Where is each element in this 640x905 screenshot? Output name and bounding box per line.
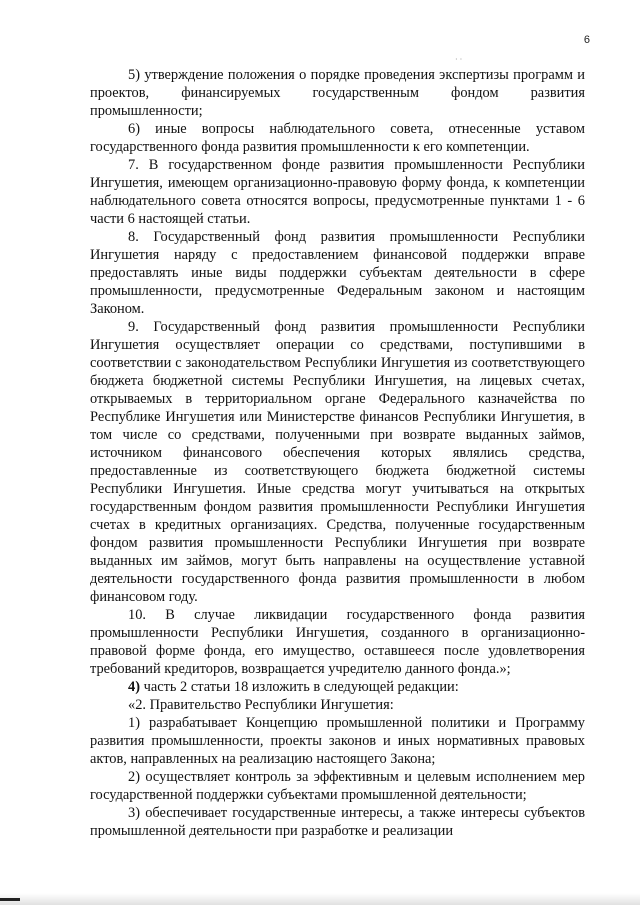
- quoted-item-1: 1) разрабатывает Концепцию промышленной политики и Программу развития промышленности, проекты законов и иных нормативных правовых актов, направленных на реализацию настоящего Закона;: [90, 715, 585, 767]
- paragraph-part-9: 9. Государственный фонд развития промышленности Республики Ингушетия осуществляет операции со средствами, поступившими в соответствии с законодательством Республики Ингушетия из соответствующего бюджета бюджетной системы Республики Ингушетия, на лицевых счетах, открываемых в территориальном органе Федерального казначейства по Республике Ингушетия или Министерстве финансов Республики Ингушетия, в том числе со средствами, полученными при возврате выданных займов, источником финансового обеспечения которых являлись средства, предоставленные из соответствующего бюджета бюджетной системы Республики Ингушетия. Иные средства могут учитываться на открытых государственным фондом развития промышленности Республики Ингушетия счетах в кредитных организациях. Средства, полученные государственным фондом развития промышленности Республики Ингушетия при возврате выданных им займов, могут быть направлены на осуществление уставной деятельности государственного фонда развития промышленности в любом финансовом году.: [90, 319, 585, 605]
- scan-bottom-edge: [0, 893, 640, 905]
- document-body: [90, 66, 585, 840]
- quoted-item-2: 2) осуществляет контроль за эффективным и целевым исполнением мер государственной поддержки субъектами промышленной деятельности;: [90, 769, 585, 803]
- scan-speck: · ·: [455, 55, 463, 64]
- page-number: 6: [583, 34, 590, 46]
- amendment-number: 4): [128, 679, 140, 695]
- paragraph-part-10: 10. В случае ликвидации государственного фонда развития промышленности Республики Ингушетия, созданного в организационно-правовой форме фонда, его имущество, оставшееся после удовлетворения требований кредиторов, возвращается учредителю данного фонда.»;: [90, 607, 585, 677]
- amendment-item-4: [90, 678, 585, 696]
- quoted-heading: «2. Правительство Республики Ингушетия:: [128, 697, 394, 713]
- amendment-text: часть 2 статьи 18 изложить в следующей редакции:: [140, 679, 459, 695]
- paragraph-part-8: 8. Государственный фонд развития промышленности Республики Ингушетия наряду с предоставлением финансовой поддержки вправе предоставлять иные виды поддержки субъектам деятельности в сфере промышленности, предусмотренные Федеральным законом и настоящим Законом.: [90, 229, 585, 317]
- quoted-item-3: 3) обеспечивает государственные интересы, а также интересы субъектов промышленной деятельности при разработке и реализации: [90, 805, 585, 839]
- paragraph-item-5: 5) утверждение положения о порядке проведения экспертизы программ и проектов, финансируемых государственным фондом развития промышленности;: [90, 67, 585, 119]
- paragraph-part-7: 7. В государственном фонде развития промышленности Республики Ингушетия, имеющем организационно-правовую форму фонда, к компетенции наблюдательного совета относятся вопросы, предусмотренные пунктами 1 - 6 части 6 настоящей статьи.: [90, 157, 585, 227]
- scan-bottom-mark: [0, 898, 20, 901]
- paragraph-item-6: 6) иные вопросы наблюдательного совета, отнесенные уставом государственного фонда развития промышленности к его компетенции.: [90, 121, 585, 155]
